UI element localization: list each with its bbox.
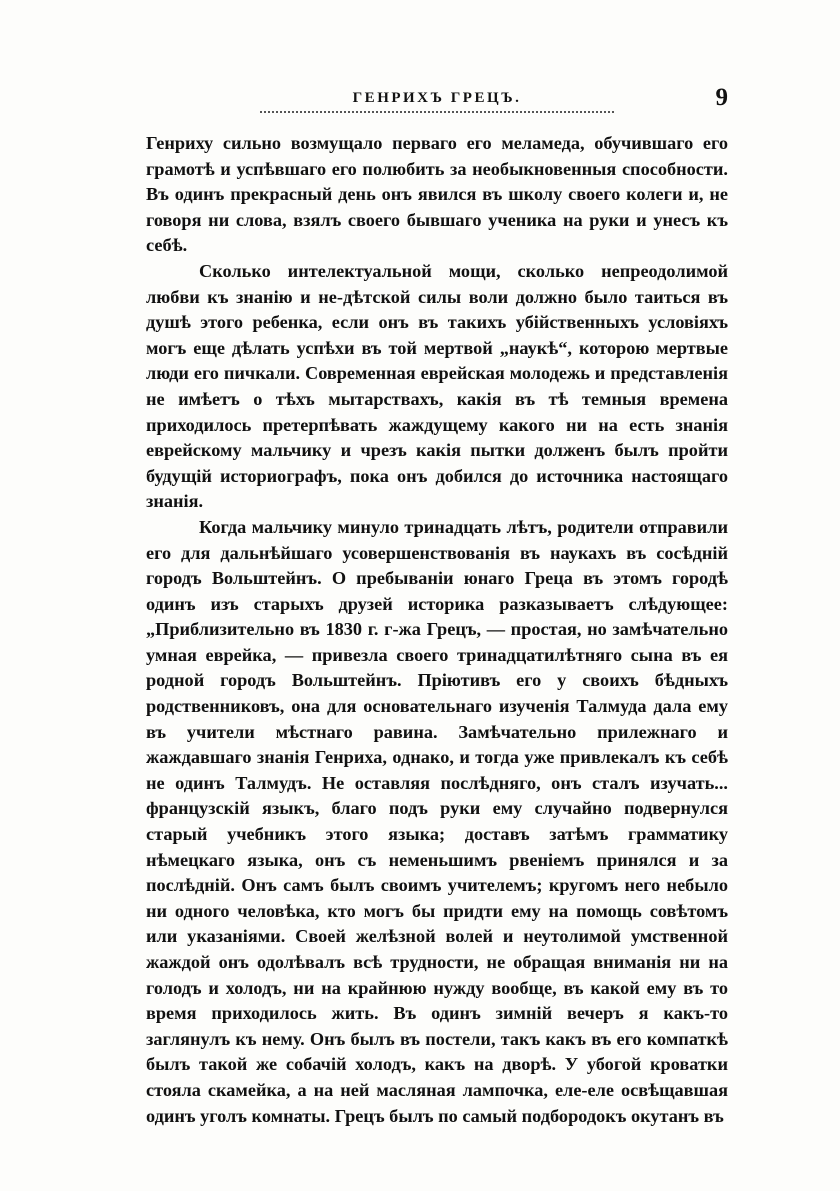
paragraph-continuation: Генриху сильно возмущало перваго его меламеда, обучившаго его грамотѣ и успѣвшаго его полюбить за необыкновенныя способности. Въ одинъ прекрасный день онъ явился въ школу своего колеги и, не говоря ни слова, взялъ своего бывшаго ученика на руки и унесъ къ себѣ. bbox=[146, 133, 728, 256]
body-text bbox=[146, 131, 728, 1129]
paragraph: Когда мальчику минуло тринадцать лѣтъ, родители отправили его для дальнѣйшаго усовершенствованiя въ наукахъ въ сосѣднiй городъ Вольштейнъ. О пребыванiи юнаго Греца въ этомъ городѣ одинъ изъ старыхъ друзей историка разказываетъ слѣдующее: „Приблизительно въ 1830 г. г-жа Грецъ, — простая, но замѣчательно умная еврейка, — привезла своего тринадцатилѣтняго сына въ ея родной городъ Вольштейнъ. Прiютивъ его у своихъ бѣдныхъ родственниковъ, она для основательнаго изученiя Талмуда дала ему въ учители мѣстнаго равина. Замѣчательно прилежнаго и жаждавшаго знанiя Генриха, однако, и тогда уже привлекалъ къ себѣ не одинъ Талмудъ. Не оставляя послѣдняго, онъ сталъ изучать... французскiй языкъ, благо подъ руки ему случайно подвернулся старый учебникъ этого языка; доставъ затѣмъ грамматику нѣмецкаго языка, онъ съ неменьшимъ рвенiемъ принялся и за послѣднiй. Онъ самъ былъ своимъ учителемъ; кругомъ него небыло ни одного человѣка, кто могъ бы придти ему на помощь совѣтомъ или указанiями. Своей желѣзной волей и неутолимой умственной жаждой онъ одолѣвалъ всѣ трудности, не обращая вниманiя ни на голодъ и холодъ, ни на крайнюю нужду вообще, въ какой ему въ то время приходилось жить. Въ одинъ зимнiй вечеръ я какъ-то заглянулъ къ нему. Онъ былъ въ постели, такъ какъ въ его компаткѣ былъ такой же собачiй холодъ, какъ на дворѣ. У убогой кроватки стояла скамейка, а на ней масляная лампочка, еле-еле освѣщавшая одинъ уголъ комнаты. Грецъ былъ по самый подбородокъ окутанъ въ bbox=[146, 516, 728, 1126]
paragraph: Сколько интелектуальной мощи, сколько непреодолимой любви къ знанiю и не-дѣтской силы воли должно было таиться въ душѣ этого ребенка, если онъ въ такихъ убiйственныхъ условiяхъ могъ еще дѣлать успѣхи въ той мертвой „наукѣ“, которою мертвые люди его пичкали. Современная еврейская молодежь и представленiя не имѣетъ о тѣхъ мытарствахъ, какiя въ тѣ темныя времена приходилось претерпѣвать жаждущему какого ни на есть знанiя еврейскому мальчику и чрезъ какiя пытки долженъ былъ пройти будущiй историографъ, пока онъ добился до источника настоящаго знанiя. bbox=[146, 260, 728, 512]
page-number: 9 bbox=[715, 84, 728, 111]
header-rule bbox=[260, 111, 614, 113]
running-title: ГЕНРИХЪ ГРЕЦЪ. bbox=[352, 90, 522, 106]
page-header bbox=[146, 84, 728, 124]
